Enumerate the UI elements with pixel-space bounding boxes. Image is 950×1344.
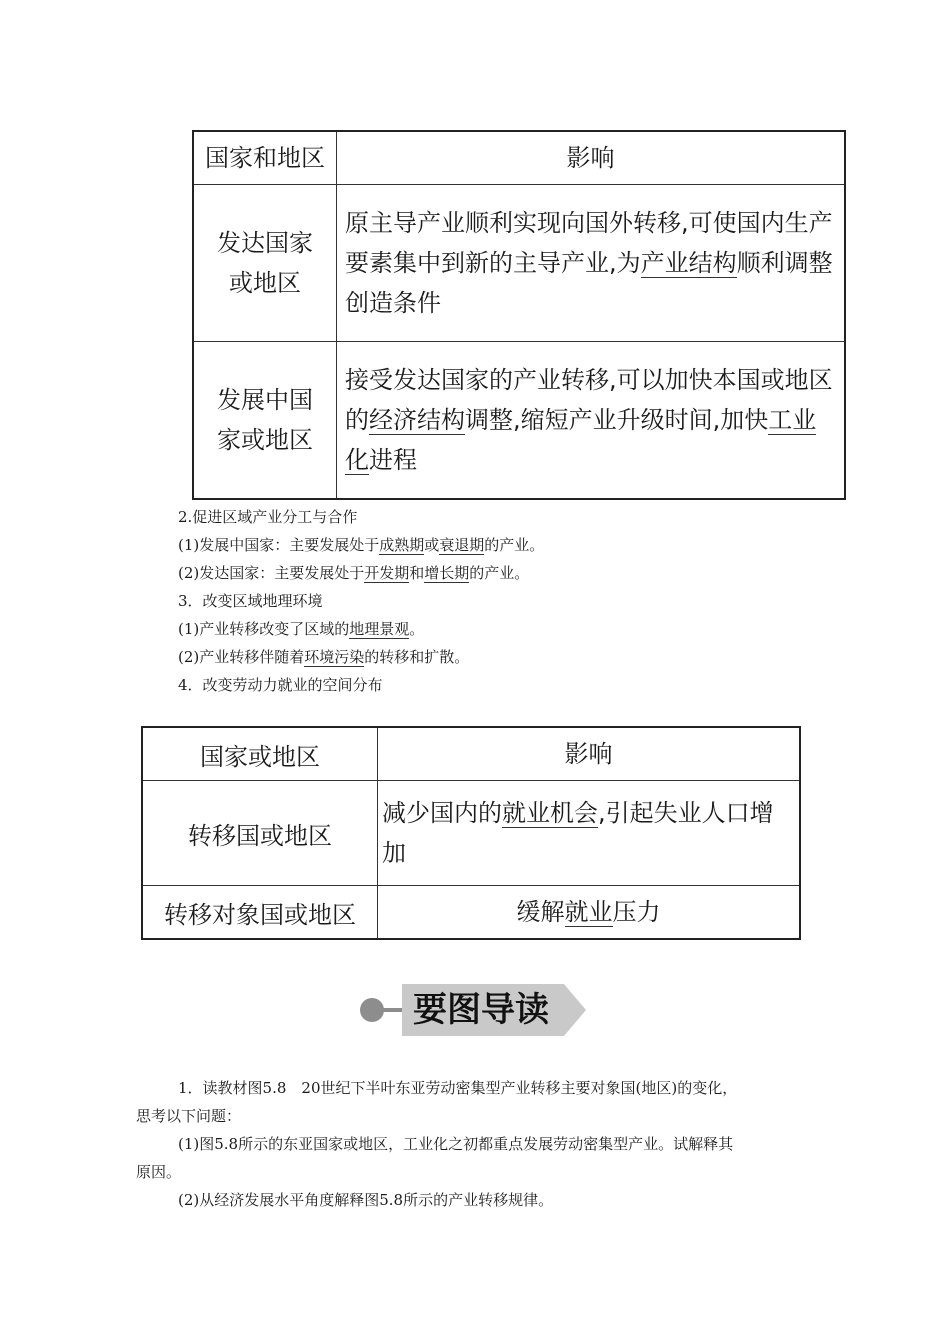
- underlined-answer: 经济结构: [369, 406, 465, 434]
- section-3-item-2: (2)产业转移伴随着环境污染的转移和扩散。: [178, 648, 470, 666]
- underlined-answer: 就业机会: [502, 799, 598, 827]
- impact-table-development: [192, 130, 846, 500]
- section-banner: [360, 980, 590, 1038]
- section-4-title: 4．改变劳动力就业的空间分布: [178, 676, 383, 694]
- table-row: [142, 781, 800, 886]
- region-cell: 转移国或地区: [142, 781, 378, 886]
- impact-cell: 接受发达国家的产业转移,可以加快本国或地区的经济结构调整,缩短产业升级时间,加快工业化进程: [337, 342, 846, 500]
- question-1-line-1: 1．读教材图5.8 20世纪下半叶东亚劳动密集型产业转移主要对象国(地区)的变化，: [178, 1079, 738, 1097]
- header-impact: 影响: [378, 727, 801, 781]
- section-2-item-2: (2)发达国家：主要发展处于开发期和增长期的产业。: [178, 564, 530, 582]
- impact-cell: 原主导产业顺利实现向国外转移,可使国内生产要素集中到新的主导产业,为产业结构顺利调整创造条件: [337, 185, 846, 342]
- header-region: 国家或地区: [142, 727, 378, 781]
- sub-question-2: (2)从经济发展水平角度解释图5.8所示的产业转移规律。: [178, 1191, 554, 1209]
- region-cell: 发展中国 家或地区: [193, 342, 337, 500]
- header-region: 国家和地区: [193, 131, 337, 185]
- header-impact: 影响: [337, 131, 846, 185]
- section-2-item-1: (1)发展中国家：主要发展处于成熟期或衰退期的产业。: [178, 536, 545, 554]
- section-3-item-1: (1)产业转移改变了区域的地理景观。: [178, 620, 425, 638]
- underlined-answer: 产业结构: [640, 249, 737, 277]
- underlined-answer: 就业: [564, 898, 613, 926]
- section-3-title: 3．改变区域地理环境: [178, 592, 323, 610]
- banner-label: 要图导读: [413, 990, 549, 1030]
- question-1-line-2: 思考以下问题：: [136, 1107, 242, 1125]
- table-row: [142, 886, 800, 940]
- sub-question-1-line-2: 原因。: [136, 1163, 182, 1181]
- section-2-title: 2.促进区域产业分工与合作: [178, 508, 358, 526]
- region-cell: 转移对象国或地区: [142, 886, 378, 940]
- table-row: [193, 342, 845, 500]
- region-cell: 发达国家 或地区: [193, 185, 337, 342]
- impact-cell: 减少国内的就业机会,引起失业人口增加: [378, 781, 801, 886]
- underlined-answer: 工业化: [345, 406, 817, 474]
- impact-cell: 缓解就业压力: [378, 886, 801, 940]
- impact-table-employment: [141, 726, 801, 940]
- table-row: [193, 185, 845, 342]
- sub-question-1-line-1: (1)图5.8所示的东亚国家或地区，工业化之初都重点发展劳动密集型产业。试解释其: [178, 1135, 734, 1153]
